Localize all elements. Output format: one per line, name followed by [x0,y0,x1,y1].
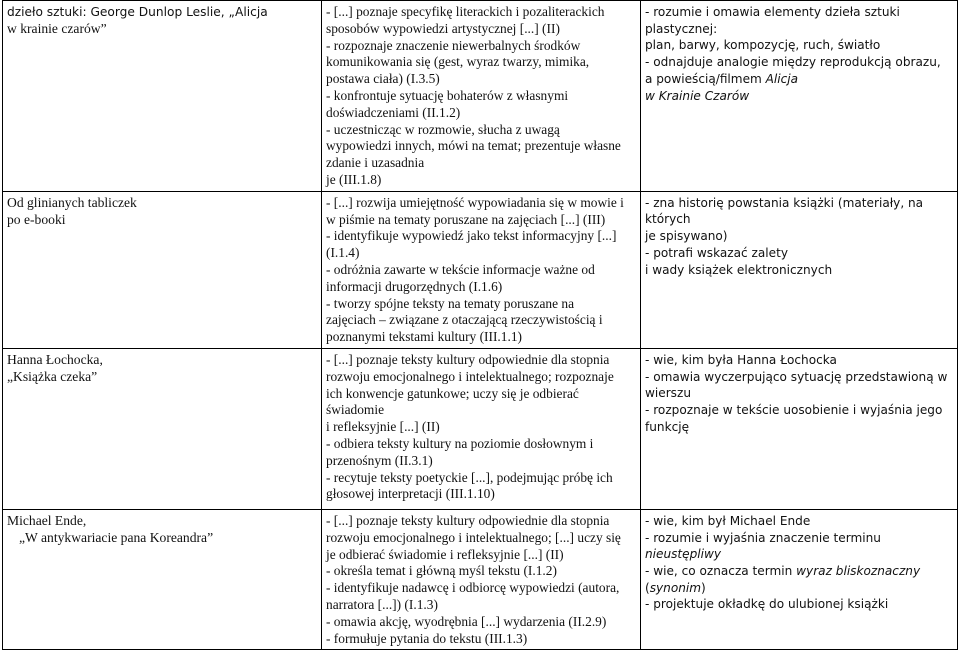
requirement-line: świadomie [326,402,385,418]
requirements-cell [322,509,641,649]
requirement-line: ich konwencje gatunkowe; uczy się je odbierać [326,385,579,401]
requirement-line: - [...] poznaje specyfikę literackich i pozaliterackich [326,4,605,19]
requirement-line: - formułuje pytania do tekstu (III.1.3) [326,630,528,646]
outcome-line: wierszu [645,386,691,401]
topic-line: Michael Ende, [7,512,87,528]
outcomes-cell [641,1,958,192]
table-row [3,509,958,649]
requirement-line: rozwoju emocjonalnego i intelektualnego; rozpoznaje [326,368,614,384]
requirement-line: - [...] rozwija umiejętność wypowiadania się w mowie i [326,194,624,210]
outcomes-cell [641,191,958,348]
topic-cell [3,509,322,649]
requirement-line: sposobów wypowiedzi artystycznej [...] (II) [326,20,560,36]
requirement-line: - [...] poznaje teksty kultury odpowiednie dla stopnia [326,351,610,367]
requirement-line: przenośnym (II.3.1) [326,452,433,468]
outcome-line: a powieścią/filmem Alicja [645,71,799,86]
outcome-line: - odnajduje analogie między reprodukcją obrazu, [645,55,941,70]
requirement-line: narratora [...]) (I.1.3) [326,596,438,612]
table-row [3,191,958,348]
outcome-line: - rozpoznaje w tekście uosobienie i wyjaśnia jego [645,403,943,418]
outcome-line: - wie, co oznacza termin wyraz bliskoznaczny [645,564,921,579]
topic-line: Hanna Łochocka, [7,351,103,367]
outcome-line: - wie, kim była Hanna Łochocka [645,352,837,367]
outcome-line: w Krainie Czarów [645,88,750,103]
outcome-line: - wie, kim był Michael Ende [645,513,811,528]
outcome-line: - projektuje okładkę do ulubionej książki [645,597,889,612]
requirement-line: - uczestnicząc w rozmowie, słucha z uwagą [326,121,560,137]
outcome-line: plan, barwy, kompozycję, ruch, światło [645,38,881,53]
curriculum-table [2,0,958,650]
requirement-line: głosowej interpretacji (III.1.10) [326,486,495,502]
outcome-line: - omawia wyczerpująco sytuację przedstawioną w [645,369,948,384]
requirement-line: doświadczeniami (II.1.2) [326,104,461,120]
requirement-line: - identyfikuje wypowiedź jako tekst informacyjny [...] [326,228,617,244]
requirement-line: zajęciach – związane z otaczającą rzeczywistością i [326,312,603,328]
table-row [3,348,958,509]
requirement-line: i refleksyjnie [...] (II) [326,419,440,435]
outcome-line: (synonim) [645,580,706,595]
requirement-line: je (III.1.8) [326,171,382,187]
outcome-line: i wady książek elektronicznych [645,262,833,277]
topic-line: dzieło sztuki: George Dunlop Leslie, „Alicja [7,5,268,19]
table-row [3,1,958,192]
requirement-line: - odbiera teksty kultury na poziomie dosłownym i [326,435,594,451]
requirement-line: poznanymi tekstami kultury (III.1.1) [326,329,522,345]
requirement-line: zdanie i uzasadnia [326,155,425,171]
requirement-line: - konfrontuje sytuację bohaterów z własnymi [326,87,569,103]
topic-cell [3,191,322,348]
outcome-line: je spisywano) [645,229,728,244]
requirements-cell [322,1,641,192]
requirement-line: wypowiedzi innych, mówi na temat; prezentuje własne [326,138,621,154]
requirement-line: - odróżnia zawarte w tekście informacje ważne od [326,261,595,277]
outcomes-cell [641,509,958,649]
requirement-line: informacji drugorzędnych (I.1.6) [326,278,503,294]
outcome-line: - rozumie i wyjaśnia znaczenie terminu nieustępliwy [645,530,881,562]
requirement-line: postawa ciała) (I.3.5) [326,71,440,87]
requirement-line: (I.1.4) [326,245,360,261]
requirement-line: - recytuje teksty poetyckie [...], podejmując próbę ich [326,469,613,485]
requirement-line: je odbierać świadomie i refleksyjnie [...] (II) [326,546,564,562]
requirement-line: - identyfikuje nadawcę i odbiorcę wypowiedzi (autora, [326,580,620,596]
requirement-line: - rozpoznaje znaczenie niewerbalnych środków [326,37,581,53]
requirement-line: komunikowania się (gest, wyraz twarzy, mimika, [326,54,590,70]
outcome-line: - zna historię powstania książki (materiały, na których [645,195,924,227]
topic-cell [3,348,322,509]
requirements-cell [322,348,641,509]
requirement-line: rozwoju emocjonalnego i intelektualnego; [...] uczy się [326,529,621,545]
topic-line: po e-booki [7,211,66,227]
topic-line: „W antykwariacie pana Koreandra” [19,529,214,545]
outcome-line: - potrafi wskazać zalety [645,245,788,260]
requirements-cell [322,191,641,348]
topic-line: Od glinianych tabliczek [7,194,137,210]
requirement-line: - [...] poznaje teksty kultury odpowiednie dla stopnia [326,512,610,528]
requirement-line: - omawia akcję, wyodrębnia [...] wydarzenia (II.2.9) [326,613,607,629]
topic-line: „Książka czeka” [7,368,98,384]
outcome-line: funkcję [645,419,690,434]
requirement-line: - określa temat i główną myśl tekstu (I.1.2) [326,563,557,579]
topic-line: w krainie czarów” [7,20,107,36]
requirement-line: w piśmie na tematy poruszane na zajęciach [...] (III) [326,211,606,227]
outcome-line: - rozumie i omawia elementy dzieła sztuki plastycznej: [645,5,900,36]
outcomes-cell [641,348,958,509]
requirement-line: - tworzy spójne teksty na tematy poruszane na [326,295,575,311]
topic-cell [3,1,322,192]
